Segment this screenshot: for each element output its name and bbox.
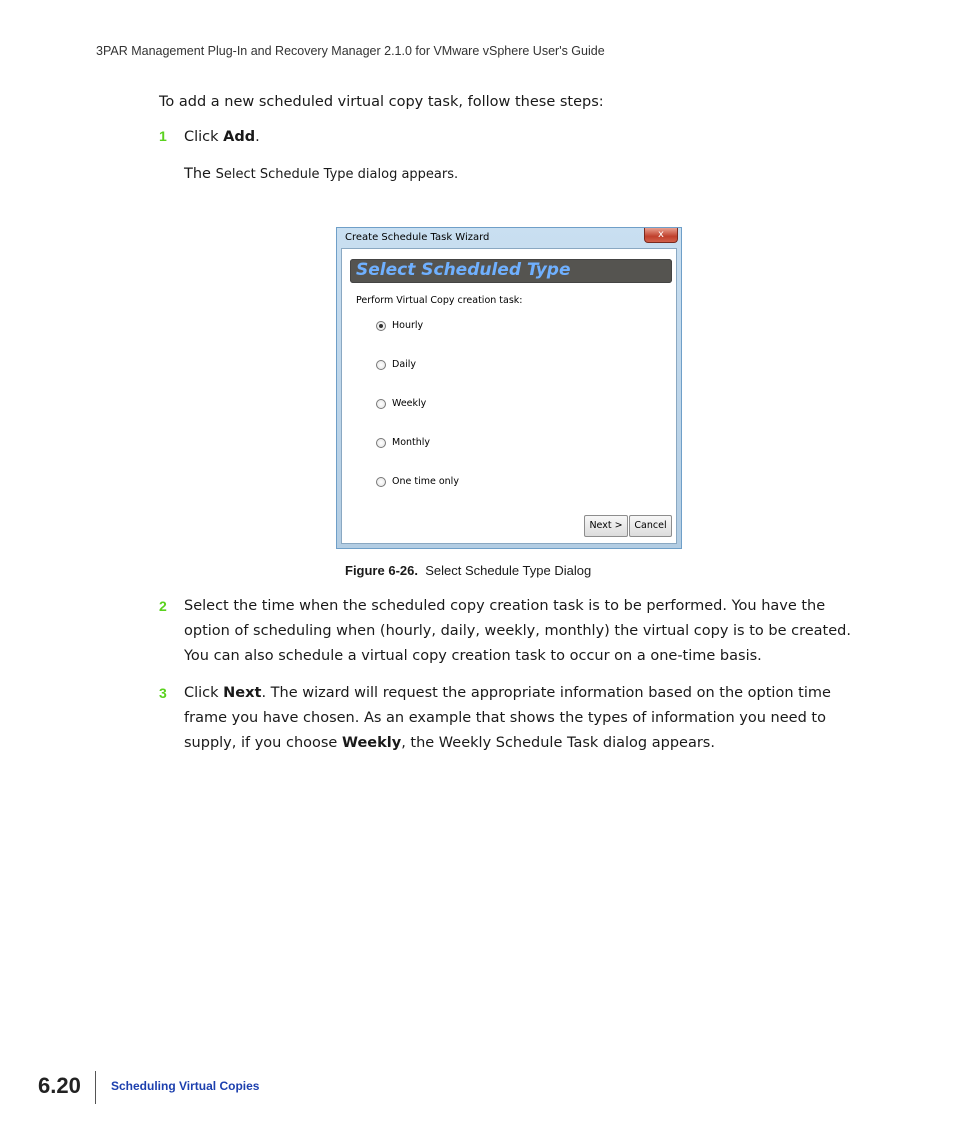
radio-hourly-icon[interactable] <box>376 321 386 331</box>
footer-divider <box>95 1071 96 1104</box>
radio-daily-icon[interactable] <box>376 360 386 370</box>
banner-title: Select Scheduled Type <box>356 260 571 280</box>
step-3-text <box>184 681 864 756</box>
step-1-note <box>184 162 864 187</box>
radio-one-time-icon[interactable] <box>376 477 386 487</box>
option-label: One time only <box>392 476 459 487</box>
step-1-period: . <box>255 129 260 145</box>
figure-caption <box>345 563 591 578</box>
step-3-text-2: , the Weekly Schedule Task dialog appears. <box>401 735 715 751</box>
option-label: Hourly <box>392 320 424 331</box>
running-header: 3PAR Management Plug-In and Recovery Manager 2.1.0 for VMware vSphere User's Guide <box>96 44 605 58</box>
step-1-number: 1 <box>159 128 167 144</box>
step-1-the: The <box>184 166 216 182</box>
cancel-button[interactable]: Cancel <box>629 515 672 537</box>
task-prompt: Perform Virtual Copy creation task: <box>356 295 523 306</box>
option-label: Weekly <box>392 398 427 409</box>
step-3-text-1: . The wizard will request the appropriate information based on the option time frame you have chosen. As an example that shows the types of information you need to supply, if you choose <box>184 685 831 751</box>
radio-weekly-icon[interactable] <box>376 399 386 409</box>
step-3-number: 3 <box>159 685 167 701</box>
option-label: Monthly <box>392 437 431 448</box>
dialog-body <box>341 248 677 544</box>
next-button[interactable]: Next > <box>584 515 628 537</box>
option-label: Daily <box>392 359 417 370</box>
option-daily[interactable] <box>376 359 416 370</box>
option-one-time-only[interactable] <box>376 476 459 487</box>
radio-monthly-icon[interactable] <box>376 438 386 448</box>
select-schedule-type-dialog <box>336 227 682 549</box>
option-monthly[interactable] <box>376 437 430 448</box>
step-1-add: Add <box>223 129 256 145</box>
dialog-banner <box>350 259 672 283</box>
step-3-click: Click <box>184 685 224 701</box>
step-1-note-text: Select Schedule Type dialog appears. <box>215 167 459 182</box>
intro-text: To add a new scheduled virtual copy task, follow these steps: <box>159 94 604 110</box>
step-2-number: 2 <box>159 598 167 614</box>
step-1-click: Click <box>184 129 224 145</box>
step-2-text: Select the time when the scheduled copy creation task is to be performed. You have the option of scheduling when (hourly, daily, weekly, monthly) the virtual copy is to be created. You can also schedule a virtual copy creation task to occur on a one-time basis. <box>184 598 851 664</box>
close-icon: x <box>658 229 664 240</box>
step-3-next: Next <box>223 685 262 701</box>
page-number: 6.20 <box>38 1073 81 1098</box>
figure-label: Figure 6-26. <box>345 563 418 578</box>
footer-section-title: Scheduling Virtual Copies <box>111 1079 260 1093</box>
dialog-title: Create Schedule Task Wizard <box>345 232 490 243</box>
option-weekly[interactable] <box>376 398 426 409</box>
step-3-weekly: Weekly <box>341 735 402 751</box>
close-button[interactable] <box>644 228 678 243</box>
step-1-text <box>184 125 864 150</box>
figure-text: Select Schedule Type Dialog <box>425 563 592 578</box>
option-hourly[interactable] <box>376 320 423 331</box>
